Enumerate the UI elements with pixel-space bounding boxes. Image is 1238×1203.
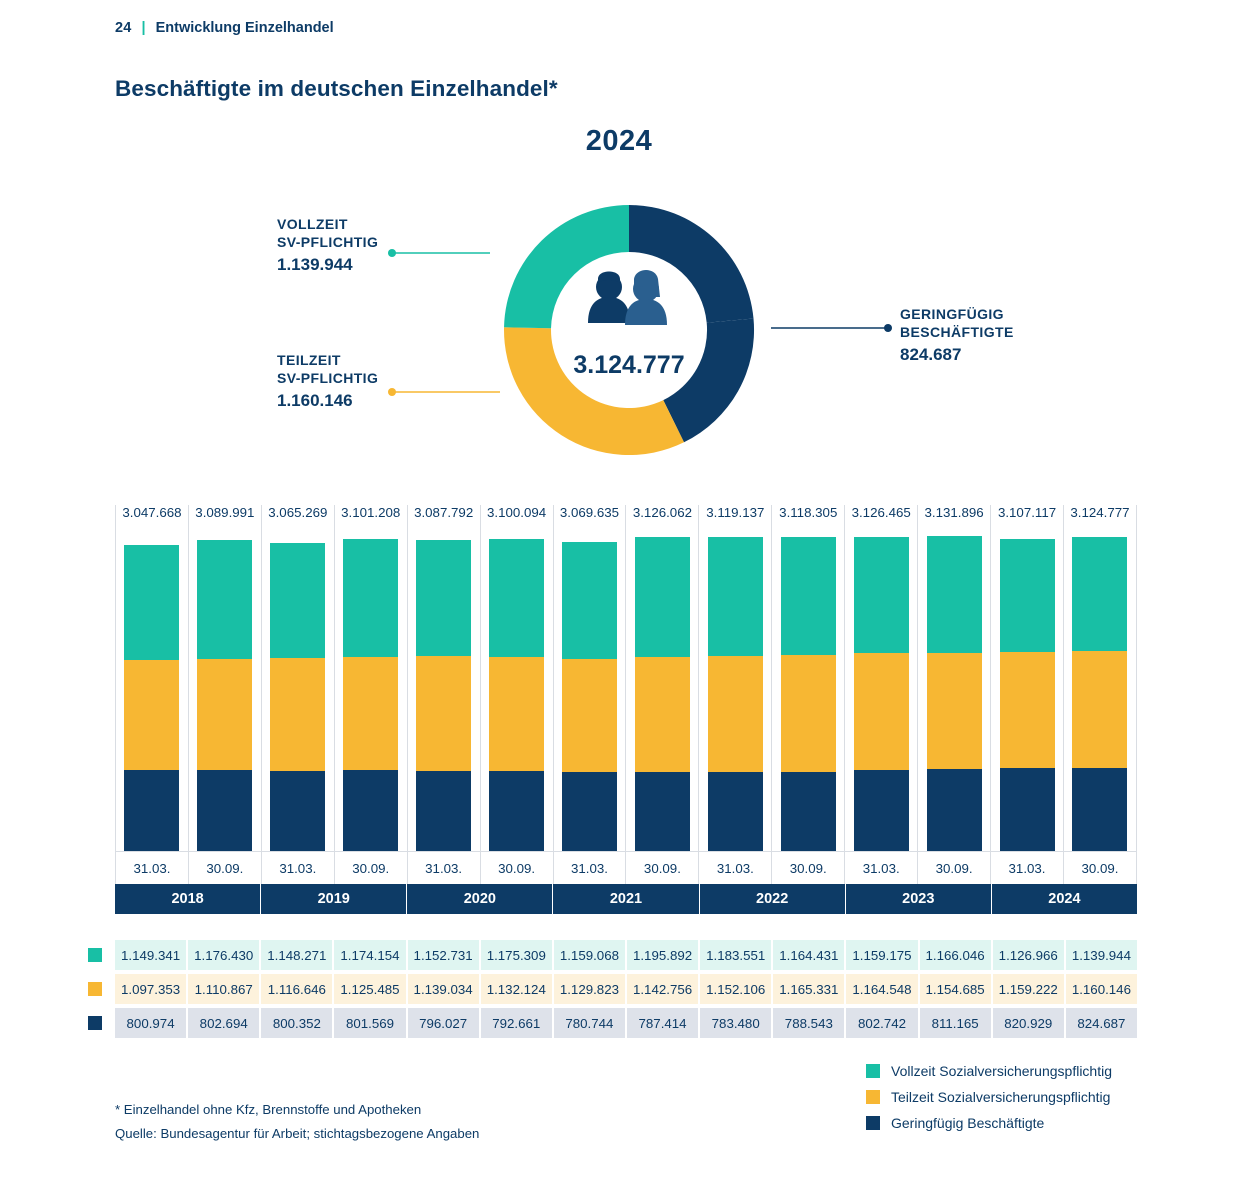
color-swatch-vollzeit	[88, 948, 102, 962]
value-cell-geringfuegig: 802.742	[846, 1008, 919, 1038]
value-cell-teilzeit: 1.159.222	[993, 974, 1066, 1004]
value-cell-teilzeit: 1.154.685	[920, 974, 993, 1004]
value-cell-vollzeit: 1.159.175	[846, 940, 919, 970]
donut-slice-geringfuegig-2	[663, 319, 754, 443]
legend-label: Teilzeit Sozialversicherungspflichtig	[891, 1089, 1111, 1105]
value-cell-geringfuegig: 800.352	[261, 1008, 334, 1038]
legend-item	[866, 1084, 1166, 1110]
bar-segment-teilzeit	[197, 659, 252, 771]
stacked-bar	[1000, 539, 1055, 851]
bar-total-label: 3.100.094	[480, 505, 553, 529]
bar-date-label: 31.03.	[261, 852, 334, 884]
callout-geringfuegig-line2: BESCHÄFTIGTE	[900, 324, 1014, 341]
value-cell-vollzeit: 1.166.046	[920, 940, 993, 970]
legend-item	[866, 1110, 1166, 1136]
donut-slice-teilzeit	[504, 327, 684, 455]
bar-date-label: 31.03.	[115, 852, 188, 884]
bar-dates-row	[115, 851, 1137, 884]
bar-totals-row	[115, 505, 1137, 529]
color-swatch-geringfuegig	[88, 1016, 102, 1030]
bar-column	[553, 529, 626, 851]
bar-total-label: 3.047.668	[115, 505, 188, 529]
stacked-bar	[781, 537, 836, 851]
value-row-geringfuegig	[88, 1008, 1137, 1038]
bar-date-label: 31.03.	[553, 852, 626, 884]
bar-column	[917, 529, 990, 851]
bar-segment-vollzeit	[708, 537, 763, 656]
bar-segment-teilzeit	[416, 656, 471, 771]
bar-total-label: 3.107.117	[990, 505, 1063, 529]
value-cell-geringfuegig: 800.974	[115, 1008, 188, 1038]
bar-segment-geringfuegig	[781, 772, 836, 851]
callout-geringfuegig-value: 824.687	[900, 344, 962, 364]
value-cell-vollzeit: 1.175.309	[481, 940, 554, 970]
bar-segment-geringfuegig	[927, 769, 982, 851]
bar-segment-geringfuegig	[635, 772, 690, 851]
bar-segment-geringfuegig	[854, 770, 909, 851]
bar-year-label: 2021	[553, 884, 699, 914]
bar-total-label: 3.069.635	[553, 505, 626, 529]
legend-swatch-icon	[866, 1116, 880, 1130]
bar-segment-vollzeit	[854, 537, 909, 654]
value-cell-vollzeit: 1.164.431	[773, 940, 846, 970]
bar-segment-vollzeit	[1072, 537, 1127, 652]
value-cell-teilzeit: 1.165.331	[773, 974, 846, 1004]
value-cell-vollzeit: 1.149.341	[115, 940, 188, 970]
bar-date-label: 30.09.	[188, 852, 261, 884]
value-cell-vollzeit: 1.174.154	[334, 940, 407, 970]
bar-column	[188, 529, 261, 851]
people-icon	[588, 270, 667, 325]
bar-columns	[115, 529, 1137, 851]
callout-teilzeit	[277, 351, 487, 412]
value-cell-geringfuegig: 780.744	[554, 1008, 627, 1038]
value-cell-teilzeit: 1.116.646	[261, 974, 334, 1004]
bar-column	[844, 529, 917, 851]
header-separator: |	[141, 20, 146, 36]
bar-year-label: 2018	[115, 884, 261, 914]
callout-teilzeit-value: 1.160.146	[277, 390, 353, 410]
value-cell-teilzeit: 1.160.146	[1071, 981, 1131, 997]
stacked-bar	[562, 542, 617, 851]
bar-total-label: 3.087.792	[407, 505, 480, 529]
bar-segment-teilzeit	[927, 653, 982, 769]
callout-teilzeit-line1: TEILZEIT	[277, 352, 341, 368]
bar-column	[407, 529, 480, 851]
value-cell-geringfuegig: 802.694	[188, 1008, 261, 1038]
bar-segment-geringfuegig	[1072, 768, 1127, 851]
bar-segment-geringfuegig	[708, 772, 763, 851]
bar-years-row	[115, 884, 1137, 914]
donut-chart	[489, 185, 769, 475]
bar-total-label: 3.126.062	[625, 505, 698, 529]
bar-year-label: 2024	[1048, 891, 1081, 907]
footnote-line-2: Quelle: Bundesagentur für Arbeit; stichtagsbezogene Angaben	[115, 1126, 480, 1142]
bar-column	[261, 529, 334, 851]
value-cell-geringfuegig: 792.661	[481, 1008, 554, 1038]
stacked-bar	[270, 543, 325, 851]
bar-segment-vollzeit	[124, 545, 179, 661]
value-cell-geringfuegig: 787.414	[627, 1008, 700, 1038]
legend-swatch-icon	[866, 1090, 880, 1104]
value-cells-vollzeit	[115, 940, 1137, 970]
bar-segment-geringfuegig	[343, 770, 398, 851]
callout-vollzeit-line2: SV-PFLICHTIG	[277, 234, 379, 251]
bar-total-label: 3.131.896	[917, 505, 990, 529]
bar-segment-vollzeit	[489, 539, 544, 657]
stacked-bar	[416, 540, 471, 851]
value-cell-teilzeit: 1.139.034	[408, 974, 481, 1004]
bar-segment-teilzeit	[1000, 652, 1055, 769]
legend-swatch-icon	[866, 1064, 880, 1078]
value-cells-teilzeit	[115, 974, 1137, 1004]
value-cell-vollzeit: 1.126.966	[993, 940, 1066, 970]
bar-segment-vollzeit	[635, 537, 690, 657]
bar-segment-teilzeit	[343, 657, 398, 770]
bar-date-label: 31.03.	[698, 852, 771, 884]
value-cell-geringfuegig: 796.027	[408, 1008, 481, 1038]
bar-column	[990, 529, 1063, 851]
stacked-bar	[124, 545, 179, 852]
bar-date-label: 30.09.	[1063, 852, 1137, 884]
donut-total-value: 3.124.777	[573, 351, 685, 379]
stacked-bar-chart	[115, 505, 1137, 914]
bar-column	[771, 529, 844, 851]
page-title: Beschäftigte im deutschen Einzelhandel*	[115, 76, 558, 101]
bar-segment-geringfuegig	[124, 770, 179, 851]
callout-teilzeit-line2: SV-PFLICHTIG	[277, 370, 379, 387]
bar-date-label: 31.03.	[407, 852, 480, 884]
stacked-bar	[708, 537, 763, 851]
bar-segment-geringfuegig	[197, 770, 252, 851]
stacked-bar	[1072, 537, 1127, 851]
legend-item	[866, 1058, 1166, 1084]
value-cell-teilzeit: 1.129.823	[554, 974, 627, 1004]
bar-date-label: 31.03.	[990, 852, 1063, 884]
swatch-cell-teilzeit	[88, 974, 115, 1004]
swatch-cell-geringfuegig	[88, 1008, 115, 1038]
section-title: Entwicklung Einzelhandel	[155, 20, 334, 36]
chart-legend	[866, 1058, 1166, 1136]
bar-segment-teilzeit	[124, 660, 179, 770]
value-cell-geringfuegig: 788.543	[773, 1008, 846, 1038]
color-swatch-teilzeit	[88, 982, 102, 996]
value-cell-geringfuegig: 824.687	[1077, 1015, 1126, 1031]
stacked-bar	[635, 537, 690, 851]
value-cell-teilzeit: 1.110.867	[188, 974, 261, 1004]
bar-segment-vollzeit	[562, 542, 617, 659]
bar-segment-vollzeit	[270, 543, 325, 658]
stacked-bar	[489, 539, 544, 851]
bar-column	[1063, 529, 1137, 851]
bar-segment-teilzeit	[270, 658, 325, 770]
value-table	[88, 940, 1137, 1042]
bar-year-label: 2019	[261, 884, 407, 914]
stacked-bar	[854, 537, 909, 851]
donut-chart-area	[0, 125, 1238, 495]
value-cell-vollzeit: 1.195.892	[627, 940, 700, 970]
bar-segment-teilzeit	[781, 655, 836, 772]
bar-segment-vollzeit	[197, 540, 252, 658]
bar-segment-vollzeit	[781, 537, 836, 654]
value-cell-vollzeit: 1.183.551	[700, 940, 773, 970]
value-cell-teilzeit: 1.142.756	[627, 974, 700, 1004]
bar-total-label: 3.118.305	[771, 505, 844, 529]
callout-geringfuegig-line1: GERINGFÜGIG	[900, 306, 1004, 322]
bar-date-label: 30.09.	[917, 852, 990, 884]
bar-column	[334, 529, 407, 851]
value-cell-teilzeit: 1.164.548	[846, 974, 919, 1004]
value-cell-vollzeit: 1.176.430	[188, 940, 261, 970]
bar-segment-teilzeit	[635, 657, 690, 772]
bar-date-label: 31.03.	[844, 852, 917, 884]
donut-year-label: 2024	[585, 125, 653, 157]
value-cell-teilzeit: 1.152.106	[700, 974, 773, 1004]
callout-vollzeit-value: 1.139.944	[277, 254, 353, 274]
value-cell-geringfuegig: 801.569	[334, 1008, 407, 1038]
bar-date-label: 30.09.	[625, 852, 698, 884]
bar-column	[115, 529, 188, 851]
bar-segment-geringfuegig	[489, 771, 544, 851]
bar-total-label: 3.124.777	[1063, 505, 1137, 529]
callout-vollzeit-line1: VOLLZEIT	[277, 216, 348, 232]
value-cell-vollzeit: 1.152.731	[408, 940, 481, 970]
bar-segment-geringfuegig	[270, 771, 325, 851]
callout-geringfuegig	[900, 305, 1130, 366]
value-cell-teilzeit: 1.125.485	[334, 974, 407, 1004]
page-number: 24	[115, 20, 132, 36]
page-header	[115, 20, 334, 36]
bar-segment-geringfuegig	[416, 771, 471, 851]
bar-total-label: 3.065.269	[261, 505, 334, 529]
value-cell-vollzeit: 1.139.944	[1071, 947, 1131, 963]
callout-vollzeit	[277, 215, 487, 276]
bar-segment-teilzeit	[489, 657, 544, 771]
bar-segment-teilzeit	[1072, 651, 1127, 768]
value-cell-teilzeit: 1.132.124	[481, 974, 554, 1004]
bar-total-label: 3.126.465	[844, 505, 917, 529]
value-cell-vollzeit: 1.159.068	[554, 940, 627, 970]
bar-total-label: 3.119.137	[698, 505, 771, 529]
footnotes	[115, 1098, 479, 1147]
bar-segment-teilzeit	[562, 659, 617, 773]
bar-year-label: 2023	[846, 884, 992, 914]
bar-segment-geringfuegig	[562, 772, 617, 851]
bar-date-label: 30.09.	[334, 852, 407, 884]
bar-date-label: 30.09.	[480, 852, 553, 884]
value-cell-geringfuegig: 820.929	[993, 1008, 1066, 1038]
swatch-cell-vollzeit	[88, 940, 115, 970]
bar-total-label: 3.101.208	[334, 505, 407, 529]
bar-column	[480, 529, 553, 851]
bar-segment-vollzeit	[1000, 539, 1055, 652]
value-cell-geringfuegig: 811.165	[920, 1008, 993, 1038]
bar-segment-teilzeit	[708, 656, 763, 772]
bar-column	[625, 529, 698, 851]
value-row-vollzeit	[88, 940, 1137, 970]
stacked-bar	[197, 540, 252, 851]
bar-segment-geringfuegig	[1000, 768, 1055, 851]
stacked-bar	[927, 536, 982, 851]
bar-date-label: 30.09.	[771, 852, 844, 884]
legend-label: Vollzeit Sozialversicherungspflichtig	[891, 1063, 1112, 1079]
value-cell-vollzeit: 1.148.271	[261, 940, 334, 970]
bar-column	[698, 529, 771, 851]
value-cells-geringfuegig	[115, 1008, 1137, 1038]
bar-segment-vollzeit	[416, 540, 471, 656]
bar-segment-vollzeit	[927, 536, 982, 653]
bar-segment-vollzeit	[343, 539, 398, 657]
value-cell-teilzeit: 1.097.353	[115, 974, 188, 1004]
bar-total-label: 3.089.991	[188, 505, 261, 529]
bar-year-label: 2022	[700, 884, 846, 914]
value-cell-geringfuegig: 783.480	[700, 1008, 773, 1038]
footnote-line-1: * Einzelhandel ohne Kfz, Brennstoffe und Apotheken	[115, 1102, 422, 1117]
stacked-bar	[343, 539, 398, 851]
value-row-teilzeit	[88, 974, 1137, 1004]
bar-segment-teilzeit	[854, 653, 909, 770]
legend-label: Geringfügig Beschäftigte	[891, 1115, 1045, 1131]
bar-year-label: 2020	[407, 884, 553, 914]
